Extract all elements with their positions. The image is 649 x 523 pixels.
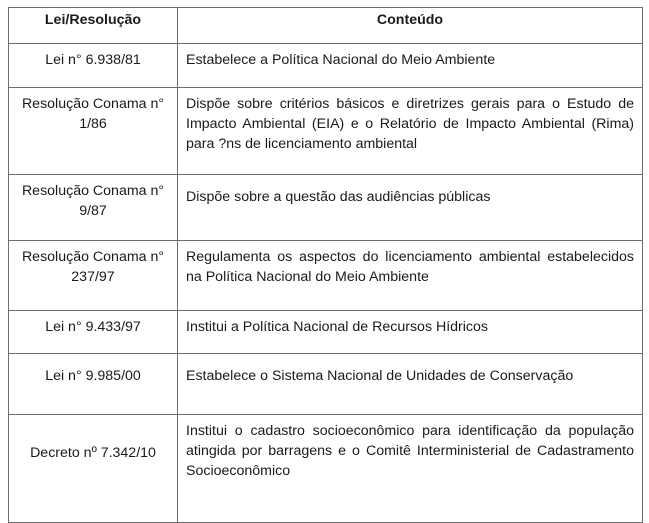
content-cell: Estabelece o Sistema Nacional de Unidades de Conservação <box>178 354 643 415</box>
content-cell: Dispõe sobre a questão das audiências públicas <box>178 175 643 241</box>
content-cell: Dispõe sobre critérios básicos e diretrizes gerais para o Estudo de Impacto Ambiental (EIA) e o Relatório de Impacto Ambiental (Rima) para ?ns de licenciamento ambiental <box>178 88 643 175</box>
table-row <box>9 44 643 88</box>
content-cell: Estabelece a Política Nacional do Meio Ambiente <box>178 44 643 88</box>
table-row <box>9 88 643 175</box>
law-cell: Lei n° 9.433/97 <box>9 311 178 354</box>
law-cell: Lei n° 9.985/00 <box>9 354 178 415</box>
content-cell: Regulamenta os aspectos do licenciamento ambiental estabelecidos na Política Nacional do Meio Ambiente <box>178 241 643 311</box>
table-header-row <box>9 8 643 44</box>
law-cell: Resolução Conama n° 9/87 <box>9 175 178 241</box>
law-cell: Resolução Conama n° 1/86 <box>9 88 178 175</box>
table-row <box>9 415 643 523</box>
law-cell: Resolução Conama n° 237/97 <box>9 241 178 311</box>
header-content: Conteúdo <box>178 8 643 44</box>
table-row <box>9 175 643 241</box>
content-cell: Institui a Política Nacional de Recursos Hídricos <box>178 311 643 354</box>
law-cell: Lei n° 6.938/81 <box>9 44 178 88</box>
law-cell: Decreto nº 7.342/10 <box>9 415 178 523</box>
header-law: Lei/Resolução <box>9 8 178 44</box>
table-row <box>9 241 643 311</box>
table-row <box>9 354 643 415</box>
table-row <box>9 311 643 354</box>
content-cell: Institui o cadastro socioeconômico para identificação da população atingida por barragens e o Comitê Interministerial de Cadastramento Socioeconômico <box>178 415 643 523</box>
legislation-table <box>8 7 643 523</box>
